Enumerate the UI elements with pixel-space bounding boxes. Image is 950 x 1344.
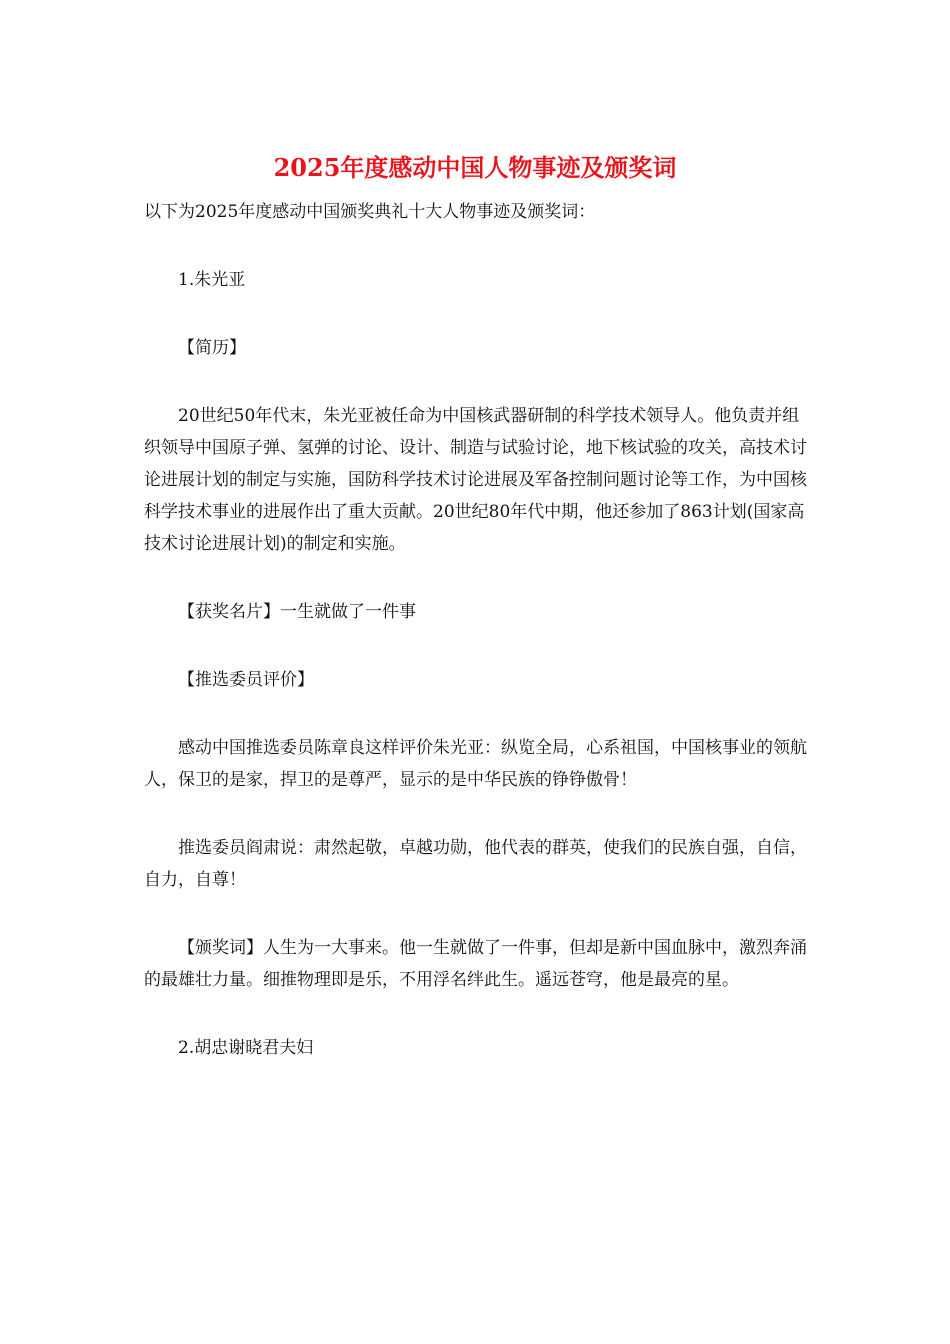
person-1-heading: 1.朱光亚 bbox=[178, 270, 246, 290]
committee-label: 【推选委员评价】 bbox=[178, 670, 314, 690]
committee-comment-2: 推选委员阎肃说：肃然起敬，卓越功勋，他代表的群英，使我们的民族自强，自信，自力，自尊！ bbox=[144, 838, 807, 890]
document-title: 2025年度感动中国人物事迹及颁奖词 bbox=[273, 153, 677, 182]
person-2-heading: 2.胡忠谢晓君夫妇 bbox=[178, 1038, 314, 1058]
intro-paragraph: 以下为2025年度感动中国颁奖典礼十大人物事迹及颁奖词： bbox=[144, 202, 596, 222]
award-speech-paragraph: 【颁奖词】人生为一大事来。他一生就做了一件事，但却是新中国血脉中，激烈奔涌的最雄壮力量。细推物理即是乐，不用浮名绊此生。遥远苍穹，他是最亮的星。 bbox=[144, 938, 807, 990]
committee-comment-1: 感动中国推选委员陈章良这样评价朱光亚：纵览全局，心系祖国，中国核事业的领航人，保卫的是家，捍卫的是尊严，显示的是中华民族的铮铮傲骨！ bbox=[144, 738, 807, 790]
resume-paragraph: 20世纪50年代末，朱光亚被任命为中国核武器研制的科学技术领导人。他负责并组织领导中国原子弹、氢弹的讨论、设计、制造与试验讨论，地下核试验的攻关，高技术讨论进展计划的制定与实施，国防科学技术讨论进展及军备控制问题讨论等工作，为中国核科学技术事业的进展作出了重大贡献。20世纪80年代中期，他还参加了863计划(国家高技术讨论进展计划)的制定和实施。 bbox=[144, 406, 807, 554]
document-body bbox=[144, 196, 816, 1064]
resume-label: 【简历】 bbox=[178, 338, 246, 358]
award-card-paragraph: 【获奖名片】一生就做了一件事 bbox=[178, 602, 416, 622]
